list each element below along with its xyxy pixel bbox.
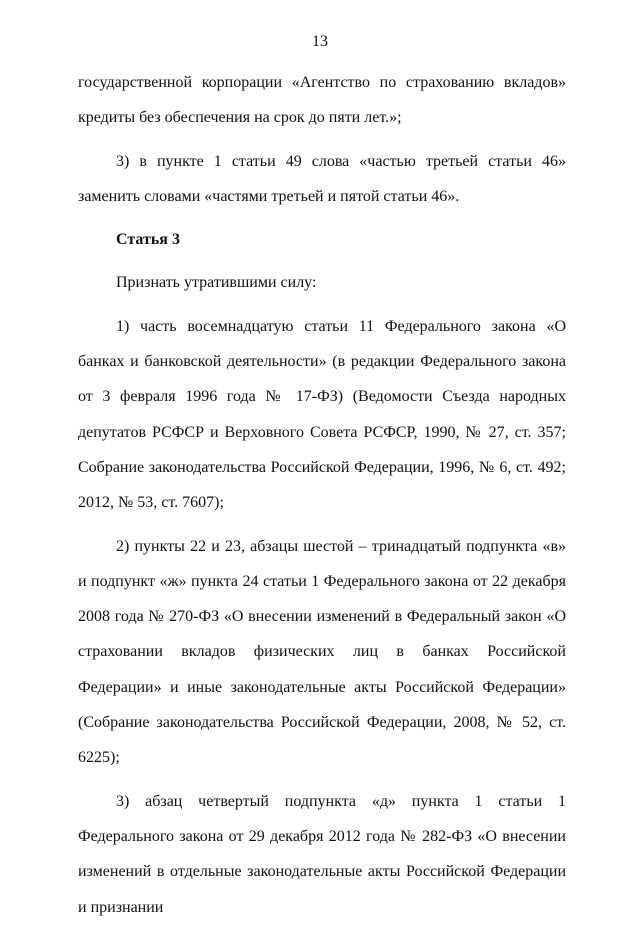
article-heading: Статья 3 — [116, 231, 180, 249]
paragraph-intro: Признать утратившими силу: — [116, 274, 317, 292]
paragraph-item-3: 3) абзац четвертый подпункта «д» пункта 1 статьи 1 Федерального закона от 29 декабря 2012 года № 282-ФЗ «О внесении изменений в отдельные законодательные акты Российской Федерации и признании — [78, 792, 566, 916]
paragraph-continuation: государственной корпорации «Агентство по страхованию вкладов» кредиты без обеспечения на срок до пяти лет.»; — [78, 74, 566, 127]
paragraph-item-1: 1) часть восемнадцатую статьи 11 Федерального закона «О банках и банковской деятельности» (в редакции Федерального закона от 3 февраля 1996 года № 17-ФЗ) (Ведомости Съезда народных депутатов РСФСР и Верховного Совета РСФСР, 1990, № 27, ст. 357; Собрание законодательства Российской Федерации, 1996, № 6, ст. 492; 2012, № 53, ст. 7607); — [78, 317, 566, 512]
paragraph-item-2: 2) пункты 22 и 23, абзацы шестой – тринадцатый подпункта «в» и подпункт «ж» пункта 24 статьи 1 Федерального закона от 22 декабря 2008 года № 270-ФЗ «О внесении изменений в Федеральный закон «О страховании вкладов физических лиц в банках Российской Федерации» и иные законодательные акты Российской Федерации» (Собрание законодательства Российской Федерации, 2008, № 52, ст. 6225); — [78, 537, 566, 767]
paragraph-item-3-art49: 3) в пункте 1 статьи 49 слова «частью третьей статьи 46» заменить словами «частями третьей и пятой статьи 46». — [78, 152, 566, 205]
page-number: 13 — [312, 33, 328, 50]
document-body — [78, 65, 566, 925]
